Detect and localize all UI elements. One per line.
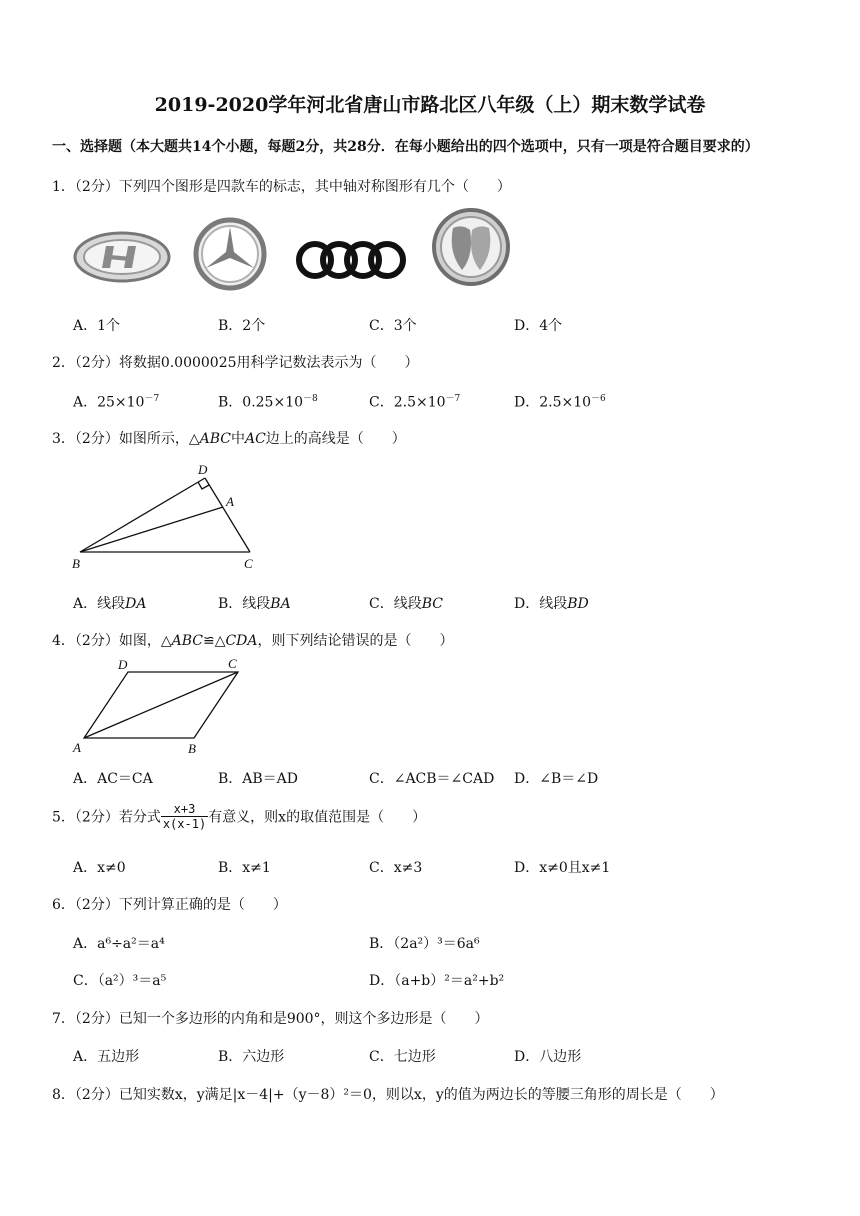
q4-option-a[interactable]: A．AC＝CA <box>73 771 153 787</box>
q6-option-c[interactable]: C．（a²）³＝a⁵ <box>73 973 167 989</box>
point-d-label: D <box>118 657 128 672</box>
point-d-label: D <box>198 462 208 477</box>
q3-stem-pre: 3．（2分）如图所示，△ <box>52 431 200 447</box>
q2-option-d-base: D．2.5×10 <box>514 394 592 411</box>
q2-option-c-exp: －7 <box>445 394 461 404</box>
q5-stem-pre: 5．（2分）若分式 <box>52 809 161 826</box>
car-logos-figure <box>70 206 530 298</box>
question-5-stem <box>52 802 426 831</box>
hyundai-logo <box>75 233 169 281</box>
triangle-figure <box>70 460 270 572</box>
q1-option-c[interactable]: C．3个 <box>369 318 417 334</box>
q4-option-c[interactable]: C．∠ACB＝∠CAD <box>369 771 495 787</box>
point-b-label: B <box>72 556 80 571</box>
q2-option-b-base: B．0.25×10 <box>218 394 304 411</box>
question-7-stem: 7．（2分）已知一个多边形的内角和是900°，则这个多边形是（ ） <box>52 1011 489 1027</box>
point-a-label: A <box>226 494 234 509</box>
q5-stem-post: 有意义，则x的取值范围是（ ） <box>208 809 427 826</box>
q2-option-a-base: A．25×10 <box>73 394 145 411</box>
q3-option-c-pre: C．线段 <box>369 596 422 612</box>
q2-option-c[interactable] <box>369 391 460 412</box>
q7-option-d[interactable]: D．八边形 <box>514 1049 582 1065</box>
q3-option-d-pre: D．线段 <box>514 596 568 612</box>
q2-option-c-base: C．2.5×10 <box>369 394 446 411</box>
q3-stem-mid: 中 <box>230 431 245 447</box>
q4-stem-cda: CDA <box>225 633 258 649</box>
q3-option-b-var: BA <box>270 596 291 612</box>
q7-option-b[interactable]: B．六边形 <box>218 1049 285 1065</box>
q3-option-d[interactable] <box>514 593 589 613</box>
audi-logo <box>299 244 403 276</box>
q3-stem-abc: ABC <box>199 431 231 447</box>
q3-stem-ac: AC <box>244 431 266 447</box>
q2-option-b-exp: －8 <box>303 394 318 404</box>
point-b-label: B <box>188 741 196 756</box>
q5-option-b[interactable]: B．x≠1 <box>218 860 271 876</box>
q2-option-a[interactable] <box>73 391 159 412</box>
q3-stem-post: 边上的高线是（ ） <box>265 431 406 447</box>
q3-option-b[interactable] <box>218 593 291 613</box>
question-4-stem <box>52 630 454 650</box>
question-6-stem: 6．（2分）下列计算正确的是（ ） <box>52 897 287 913</box>
q5-option-a[interactable]: A．x≠0 <box>73 860 126 876</box>
fraction <box>161 802 208 831</box>
mercedes-logo <box>196 220 264 288</box>
exam-title: 2019-2020学年河北省唐山市路北区八年级（上）期末数学试卷 <box>154 94 706 116</box>
q3-option-c-var: BC <box>421 596 443 612</box>
q4-stem-post: ，则下列结论错误的是（ ） <box>257 633 454 649</box>
q3-option-a-pre: A．线段 <box>73 596 126 612</box>
q4-stem-abc: ABC <box>171 633 203 649</box>
q3-option-d-var: BD <box>567 596 589 612</box>
question-2-stem: 2．（2分）将数据0.0000025用科学记数法表示为（ ） <box>52 355 419 371</box>
q5-option-d[interactable]: D．x≠0且x≠1 <box>514 860 611 876</box>
q2-option-d[interactable] <box>514 391 606 412</box>
q1-option-b[interactable]: B．2个 <box>218 318 266 334</box>
parallelogram-figure <box>70 654 260 758</box>
q4-option-d[interactable]: D．∠B＝∠D <box>514 771 599 787</box>
fraction-numerator: x+3 <box>161 802 208 817</box>
point-c-label: C <box>244 556 253 571</box>
question-1-stem: 1．（2分）下列四个图形是四款车的标志，其中轴对称图形有几个（ ） <box>52 179 511 195</box>
q2-option-b[interactable] <box>218 391 318 412</box>
point-c-label: C <box>228 656 237 671</box>
q3-option-a[interactable] <box>73 593 146 613</box>
q2-option-a-exp: －7 <box>144 394 160 404</box>
q4-stem-pre: 4．（2分）如图，△ <box>52 633 172 649</box>
q7-option-a[interactable]: A．五边形 <box>73 1049 140 1065</box>
dongfeng-logo <box>434 210 508 284</box>
q1-option-d[interactable]: D．4个 <box>514 318 563 334</box>
point-a-label: A <box>73 740 81 755</box>
question-3-stem <box>52 428 406 448</box>
q1-option-a[interactable]: A．1个 <box>73 318 121 334</box>
q3-option-c[interactable] <box>369 593 443 613</box>
q5-option-c[interactable]: C．x≠3 <box>369 860 423 876</box>
question-8-stem: 8．（2分）已知实数x，y满足|x－4|+（y－8）²＝0，则以x，y的值为两边长的等腰三角形的周长是（ ） <box>52 1087 724 1103</box>
q6-option-d[interactable]: D．（a+b）²＝a²+b² <box>369 973 505 989</box>
q6-option-a[interactable]: A．a⁶÷a²＝a⁴ <box>73 936 165 952</box>
q3-option-b-pre: B．线段 <box>218 596 271 612</box>
section-heading: 一、选择题（本大题共14个小题，每题2分，共28分．在每小题给出的四个选项中，只有一项是符合题目要求的） <box>52 139 759 155</box>
q3-option-a-var: DA <box>125 596 147 612</box>
q4-stem-cong: ≌△ <box>202 633 226 649</box>
q7-option-c[interactable]: C．七边形 <box>369 1049 436 1065</box>
q4-option-b[interactable]: B．AB＝AD <box>218 771 299 787</box>
q2-option-d-exp: －6 <box>591 394 606 404</box>
q6-option-b[interactable]: B．（2a²）³＝6a⁶ <box>369 936 480 952</box>
fraction-denominator: x(x-1) <box>162 817 207 831</box>
